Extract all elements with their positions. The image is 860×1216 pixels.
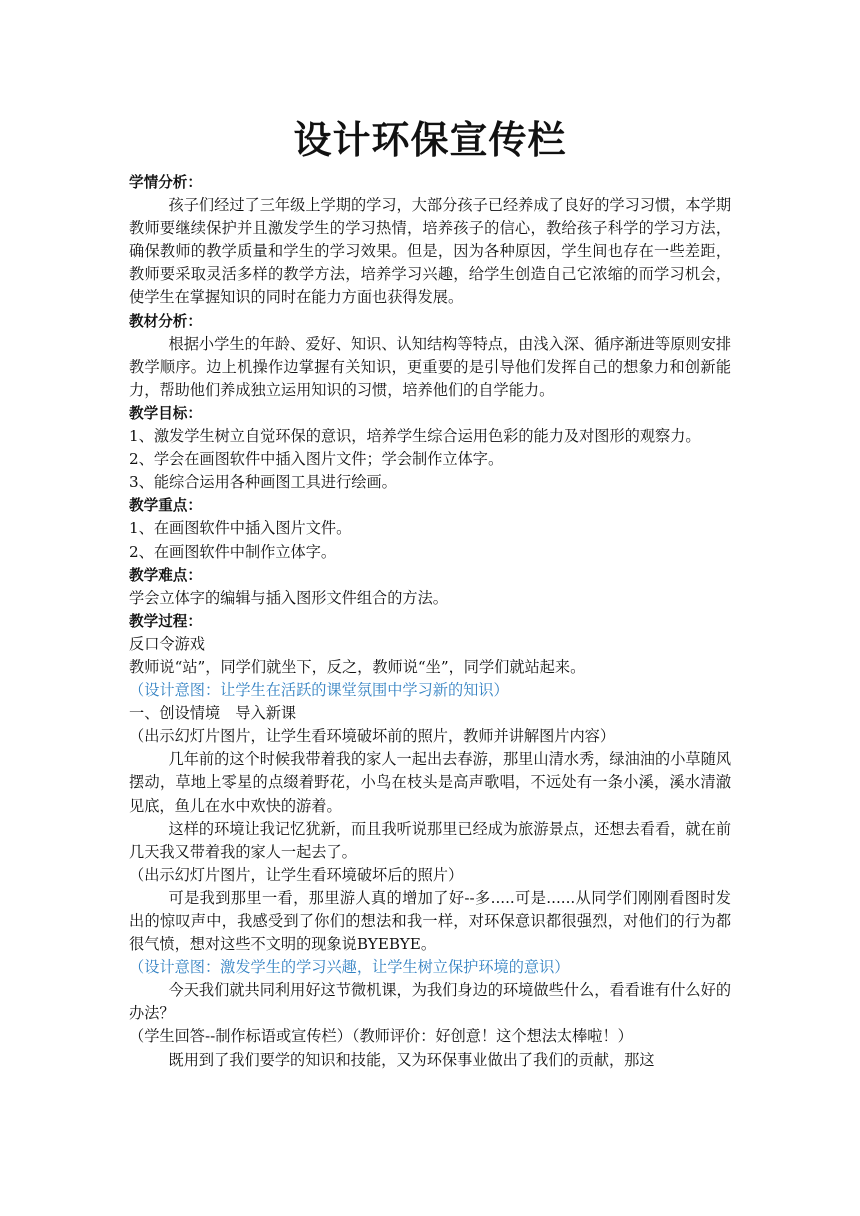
text-line: （学生回答--制作标语或宣传栏）（教师评价：好创意！这个想法太棒啦！） (129, 1027, 633, 1046)
design-intent-note: （设计意图：让学生在活跃的课堂氛围中学习新的知识） (129, 681, 509, 700)
paragraph: 今天我们就共同利用好这节微机课，为我们身边的环境做些什么，看看谁有什么好的办法？ (129, 981, 731, 1023)
paragraph: 既用到了我们要学的知识和技能，又为环保事业做出了我们的贡献，那这 (168, 1050, 655, 1069)
text-line: 反口令游戏 (129, 634, 205, 653)
paragraph: 学会立体字的编辑与插入图形文件组合的方法。 (129, 588, 448, 607)
list-item: 1、在画图软件中插入图片文件。 (129, 519, 352, 538)
text-line: 教师说“站”，同学们就坐下，反之，教师说“坐”，同学们就站起来。 (129, 657, 586, 676)
section-heading-difficulties: 教学难点： (129, 566, 202, 584)
section-heading-key-points: 教学重点： (129, 497, 202, 515)
section-heading-learner-analysis: 学情分析： (129, 174, 202, 191)
paragraph: 根据小学生的年龄、爱好、知识、认知结构等特点，由浅入深、循序渐进等原则安排教学顺序。边上机操作边掌握有关知识，更重要的是引导他们发挥自己的想象力和创新能力，帮助他们养成独立运用知识的习惯，培养他们的自学能力。 (129, 334, 731, 399)
list-item: 2、在画图软件中制作立体字。 (129, 542, 337, 561)
text-line: （出示幻灯片图片，让学生看环境破坏后的照片） (129, 865, 464, 884)
document-body (129, 171, 731, 1072)
text-line: 一、创设情境 导入新课 (129, 704, 297, 723)
list-item: 1、激发学生树立自觉环保的意识，培养学生综合运用色彩的能力及对图形的观察力。 (129, 427, 701, 446)
paragraph: 这样的环境让我记忆犹新，而且我听说那里已经成为旅游景点，还想去看看，就在前几天我又带着我的家人一起去了。 (129, 819, 731, 861)
page-title: 设计环保宣传栏 (293, 118, 567, 162)
list-item: 3、能综合运用各种画图工具进行绘画。 (129, 473, 397, 492)
list-item: 2、学会在画图软件中插入图片文件；学会制作立体字。 (129, 450, 504, 469)
text-line: （出示幻灯片图片，让学生看环境破坏前的照片，教师并讲解图片内容） (129, 727, 615, 746)
design-intent-note: （设计意图：激发学生的学习兴趣，让学生树立保护环境的意识） (129, 958, 570, 977)
section-heading-process: 教学过程： (129, 612, 202, 630)
section-heading-material-analysis: 教材分析： (129, 312, 202, 330)
paragraph: 可是我到那里一看，那里游人真的增加了好--多.....可是......从同学们刚刚看图时发出的惊叹声中，我感受到了你们的想法和我一样，对环保意识都很强烈，对他们的行为都很气愤，想对这些不文明的现象说BYEBYE。 (129, 888, 731, 954)
paragraph: 孩子们经过了三年级上学期的学习，大部分孩子已经养成了良好的学习习惯，本学期教师要继续保护并且激发学生的学习热情，培养孩子的信心，教给孩子科学的学习方法，确保教师的教学质量和学生的学习效果。但是，因为各种原因，学生间也存在一些差距，教师要采取灵活多样的教学方法，培养学习兴趣，给学生创造自己它浓缩的而学习机会，使学生在掌握知识的同时在能力方面也获得发展。 (129, 196, 731, 307)
paragraph: 几年前的这个时候我带着我的家人一起出去春游，那里山清水秀，绿油油的小草随风摆动，草地上零星的点缀着野花，小鸟在枝头是高声歌唱，不远处有一条小溪，溪水清澈见底，鱼儿在水中欢快的游着。 (129, 750, 731, 815)
section-heading-objectives: 教学目标： (129, 404, 202, 422)
